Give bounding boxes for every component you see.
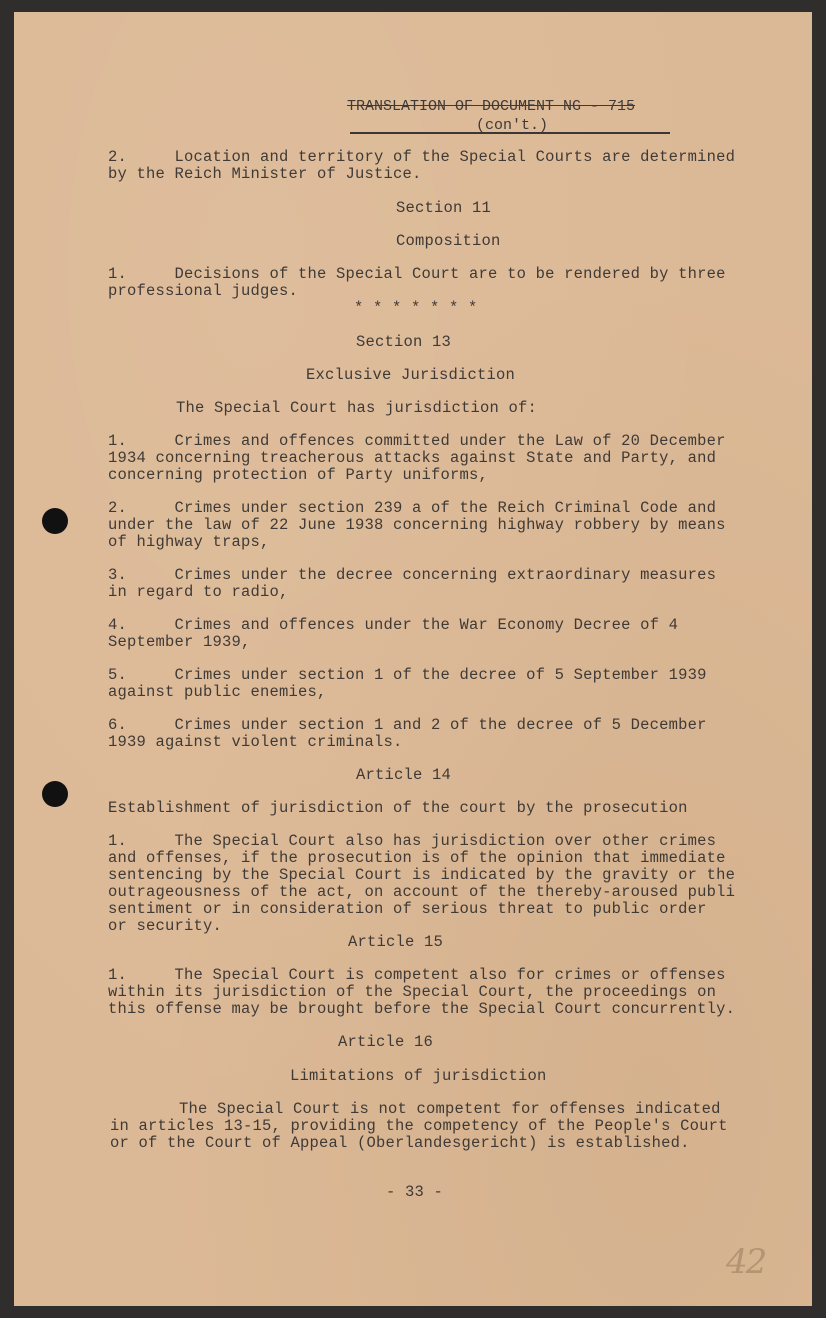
article-14-subtitle: Establishment of jurisdiction of the court by the prosecution [108, 799, 688, 817]
item-3-line-1: 3. Crimes under the decree concerning extraordinary measures [108, 566, 717, 584]
article-16-subtitle: Limitations of jurisdiction [290, 1067, 547, 1085]
composition-line-2: professional judges. [108, 282, 299, 300]
para-2-line-1: 2. Location and territory of the Special Courts are determined [108, 148, 736, 166]
article-15-line-2: within its jurisdiction of the Special Court, the proceedings on [108, 983, 717, 1001]
item-4-line-2: September 1939, [108, 633, 251, 651]
item-6-line-2: 1939 against violent criminals. [108, 733, 403, 751]
archive-stamp-number: 42 [726, 1242, 766, 1282]
article-16-line-2: in articles 13-15, providing the competency of the People's Court [110, 1117, 728, 1135]
item-2-line-3: of highway traps, [108, 533, 270, 551]
punch-hole-bottom [42, 781, 68, 807]
item-1-line-1: 1. Crimes and offences committed under the Law of 20 December [108, 432, 726, 450]
article-14-line-2: and offenses, if the prosecution is of the opinion that immediate [108, 849, 726, 867]
header-rule [350, 132, 670, 134]
article-14-line-4: outrageousness of the act, on account of the thereby-aroused publi [108, 883, 736, 901]
section-11-title: Section 11 [396, 199, 492, 217]
article-14-line-5: sentiment or in consideration of serious threat to public order [108, 900, 707, 918]
article-15-line-1: 1. The Special Court is competent also for crimes or offenses [108, 966, 726, 984]
item-4-line-1: 4. Crimes and offences under the War Economy Decree of 4 [108, 616, 679, 634]
article-14-line-6: or security. [108, 917, 223, 935]
article-16-line-3: or of the Court of Appeal (Oberlandesgericht) is established. [110, 1134, 690, 1152]
item-1-line-3: concerning protection of Party uniforms, [108, 466, 489, 484]
article-16-line-1: The Special Court is not competent for offenses indicated [179, 1100, 721, 1118]
article-14-line-1: 1. The Special Court also has jurisdiction over other crimes [108, 832, 717, 850]
item-5-line-2: against public enemies, [108, 683, 327, 701]
item-1-line-2: 1934 concerning treacherous attacks against State and Party, and [108, 449, 717, 467]
page-number: - 33 - [386, 1183, 444, 1201]
para-2-line-2: by the Reich Minister of Justice. [108, 165, 422, 183]
item-2-line-1: 2. Crimes under section 239 a of the Reich Criminal Code and [108, 499, 717, 517]
asterisk-divider: * * * * * * * [354, 299, 478, 317]
article-14-line-3: sentencing by the Special Court is indicated by the gravity or the [108, 866, 736, 884]
header-title: TRANSLATION OF DOCUMENT NG - 715 [347, 98, 636, 115]
article-16-title: Article 16 [338, 1033, 434, 1051]
document-page [14, 12, 812, 1306]
item-5-line-1: 5. Crimes under section 1 of the decree of 5 September 1939 [108, 666, 707, 684]
header-continued: (con't.) [476, 117, 549, 134]
item-2-line-2: under the law of 22 June 1938 concerning highway robbery by means [108, 516, 726, 534]
article-15-title: Article 15 [348, 933, 444, 951]
composition-line-1: 1. Decisions of the Special Court are to be rendered by three [108, 265, 726, 283]
item-3-line-2: in regard to radio, [108, 583, 289, 601]
section-11-subtitle: Composition [396, 232, 501, 250]
article-14-title: Article 14 [356, 766, 452, 784]
item-6-line-1: 6. Crimes under section 1 and 2 of the decree of 5 December [108, 716, 707, 734]
section-13-subtitle: Exclusive Jurisdiction [306, 366, 516, 384]
article-15-line-3: this offense may be brought before the Special Court concurrently. [108, 1000, 736, 1018]
punch-hole-top [42, 508, 68, 534]
section-13-title: Section 13 [356, 333, 452, 351]
section-13-intro: The Special Court has jurisdiction of: [176, 399, 538, 417]
